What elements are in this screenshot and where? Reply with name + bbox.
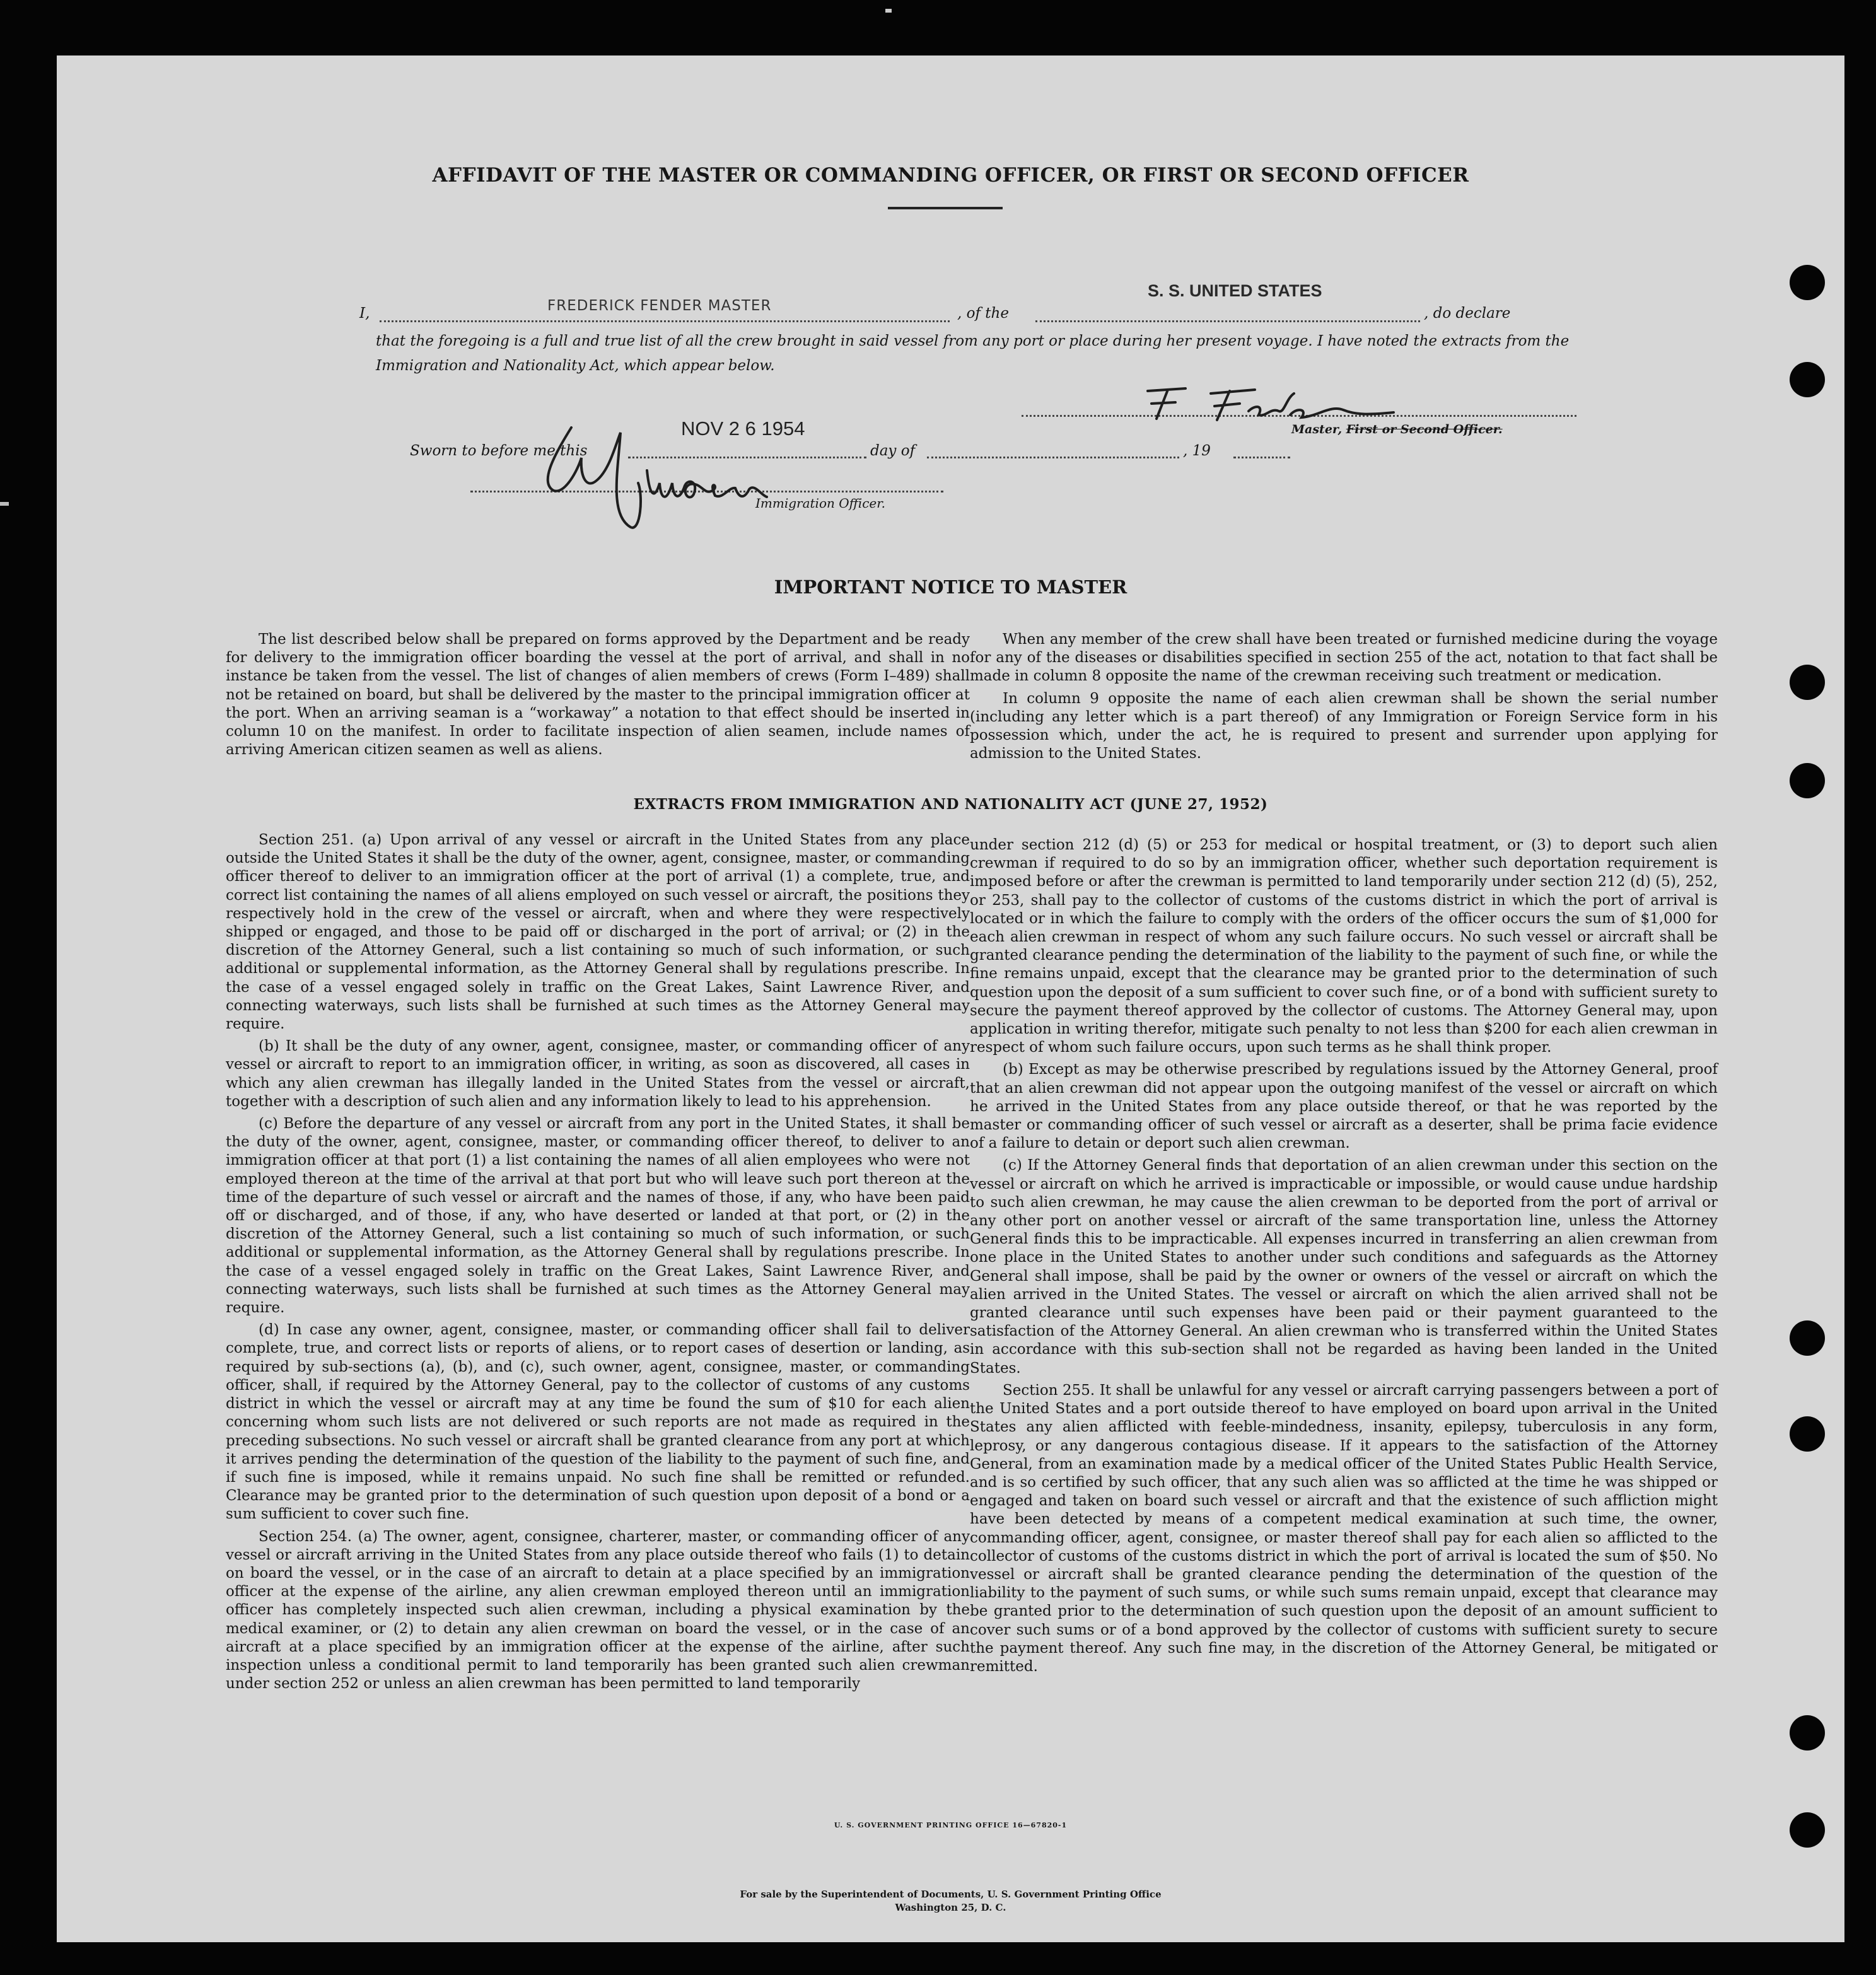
law-paragraph: (c) If the Attorney General finds that deportation of an alien crewman under this section on the vessel or aircraft on which he arrived is impracticable or impossible, or would cause undue hardship to such alien crewman, he may cause the alien crewman to be deported from the port of arrival or any other port on another vessel or aircraft of the same transportation line, unless the Attorney General finds this to be impracticable. All expenses incurred in transferring an alien crewman from one place in the United States to another under such conditions and safeguards as the Attorney General shall impose, shall be paid by the owner or owners of the vessel or aircraft on which the alien arrived in the United States. The vessel or aircraft on which the alien arrived shall not be granted clearance until such expenses have been paid or their payment guaranteed to the satisfaction of the Attorney General. An alien crewman who is transferred within the United States in accordance with this sub-section shall not be regarded as having been landed in the United States. — [970, 1157, 1718, 1377]
master-label-text: Master, — [1291, 422, 1346, 436]
law-paragraph: (c) Before the departure of any vessel or aircraft from any port in the United States, it shall be the duty of the owner, agent, consignee, master, or commanding officer thereof, to deliver to an immigration officer at that port (1) a list containing the names of all alien employees who were not employed thereon at the time of the arrival at that port but who will leave such port thereon at the time of the departure of such vessel or aircraft and the names of those, if any, who have been paid off or discharged, and of those, if any, who have deserted or landed at that port, or (2) in the discretion of the Attorney General, such a list containing so much of such information, or such additional or supplemental information, as the Attorney General shall by regulations prescribe. In the case of a vessel engaged solely in traffic on the Great Lakes, Saint Lawrence River, and connecting waterways, such lists shall be furnished at such times as the Attorney General may require. — [226, 1116, 970, 1317]
declaration-text: that the foregoing is a full and true list of all the crew brought in said vessel from any port or place during her present voyage. I have noted the extracts from the Immigration and Nationality Act, which appear below. — [376, 333, 1570, 374]
law-paragraph: under section 212 (d) (5) or 253 for medical or hospital treatment, or (3) to deport such alien crewman if required to do so by an immigration officer, whether such deportation requirement is imposed before or after the crewman is permitted to land temporarily under section 212 (d) (5), 252, or 253, shall pay to the collector of customs of the customs district in which the port of arrival is located or in which the failure to comply with the orders of the officer occurs the sum of $1,000 for each alien crewman in respect of whom any such failure occurs. No such vessel or aircraft shall be granted clearance pending the determination of the liability to the payment of such fine, or while the fine remains unpaid, except that the clearance may be granted prior to the determination of such question upon the deposit of a sum sufficient to cover such fine, or of a bond with sufficient surety to secure the payment thereof approved by the collector of customs. The Attorney General may, upon application in writing therefor, mitigate such penalty to not less than $200 for each alien crewman in respect of whom such failure occurs, upon such terms as he shall think proper. — [970, 837, 1718, 1056]
for-sale-line: Washington 25, D. C. — [895, 1902, 1006, 1913]
law-paragraph: Section 251. (a) Upon arrival of any vessel or aircraft in the United States from any place outside the United States it shall be the duty of the owner, agent, consignee, master, or commanding officer thereof to deliver to an immigration officer at the port of arrival (1) a complete, true, and correct list containing the names of all aliens employed on such vessel or aircraft, the positions they respectively hold in the crew of the vessel or aircraft, when and where they were respectively shipped or engaged, and those to be paid off or discharged in the port of arrival; or (2) in the discretion of the Attorney General, such a list containing so much of such information, or such additional or supplemental information, as the Attorney General shall by regulations prescribe. In the case of a vessel engaged solely in traffic on the Great Lakes, Saint Lawrence River, and connecting waterways, such lists shall be furnished at such times as the Attorney General may require. — [226, 832, 970, 1033]
extracts-title: EXTRACTS FROM IMMIGRATION AND NATIONALITY ACT (JUNE 27, 1952) — [633, 796, 1268, 813]
struck-officer-label: First or Second Officer. — [1346, 422, 1503, 436]
month-line — [927, 457, 1179, 458]
punch-hole — [1790, 1715, 1825, 1751]
officer-signature — [515, 420, 792, 546]
declaration-i: I, — [359, 305, 370, 322]
punch-hole — [1790, 265, 1825, 300]
year-line — [1233, 457, 1290, 458]
extracts-right-column — [970, 836, 1718, 1676]
declaration-of-the: , of the — [957, 305, 1009, 322]
law-paragraph: (b) Except as may be otherwise prescribed by regulations issued by the Attorney General, proof that an alien crewman did not appear upon the outgoing manifest of the vessel or aircraft on which he arrived in the United States from any place outside thereof, or that he was reported by the master or commanding officer of such vessel or aircraft as a deserter, shall be prima facie evidence of a failure to detain or deport such alien crewman. — [970, 1061, 1718, 1152]
extracts-left-column — [226, 831, 970, 1693]
immigration-officer-label: Immigration Officer. — [755, 496, 885, 511]
punch-hole — [1790, 665, 1825, 700]
law-paragraph: (b) It shall be the duty of any owner, agent, consignee, master, or commanding officer of any vessel or aircraft to report to an immigration officer, in writing, as soon as discovered, all cases in which any alien crewman has illegally landed in the United States from the vessel or aircraft, together with a description of such alien and any information likely to lead to his apprehension. — [226, 1038, 970, 1110]
printing-office-mark: U. S. GOVERNMENT PRINTING OFFICE 16—67820-1 — [834, 1821, 1068, 1829]
year-label: , 19 — [1183, 443, 1211, 459]
master-label — [1291, 422, 1503, 436]
scan-mark — [885, 9, 892, 13]
notice-title: IMPORTANT NOTICE TO MASTER — [774, 576, 1127, 598]
for-sale-line: For sale by the Superintendent of Documents, U. S. Government Printing Office — [740, 1889, 1162, 1900]
punch-hole — [1790, 1812, 1825, 1848]
declaration-do-declare: , do declare — [1424, 305, 1511, 322]
name-line — [380, 320, 950, 322]
law-paragraph: Section 254. (a) The owner, agent, consignee, charterer, master, or commanding officer of any vessel or aircraft arriving in the United States from any place outside thereof who fails (1) to detain on board the vessel, or in the case of an aircraft to detain at a place specified by an immigration officer at the expense of the airline, any alien crewman employed thereon until an immigration officer has completely inspected such alien crewman, including a physical examination by the medical examiner, or (2) to detain any alien crewman on board the vessel, or in the case of an aircraft at a place specified by an immigration officer at the expense of the airline, after such inspection unless a conditional permit to land temporarily has been granted such alien crewman under section 252 or unless an alien crewman has been permitted to land temporarily — [226, 1528, 970, 1692]
notice-left-column — [226, 631, 970, 759]
punch-hole — [1790, 362, 1825, 397]
master-signature — [1129, 380, 1419, 424]
notice-right-column — [970, 631, 1718, 763]
date-stamp: NOV 2 6 1954 — [681, 417, 805, 440]
law-paragraph: (d) In case any owner, agent, consignee, master, or commanding officer shall fail to deliver complete, true, and correct lists or reports of aliens, or to report cases of desertion or landing, as required by sub-sections (a), (b), and (c), such owner, agent, consignee, master, or commanding officer, shall, if required by the Attorney General, pay to the collector of customs of any customs district in which the vessel or aircraft may at any time be found the sum of $10 for each alien concerning whom such lists are not delivered or such reports are not made as required in the preceding subsections. No such vessel or aircraft shall be granted clearance from any port at which it arrives pending the determination of the question of the liability to the payment of such fine, and if such fine is imposed, while it remains unpaid. No such fine shall be remitted or refunded. Clearance may be granted prior to the determination of such question upon deposit of a bond or a sum sufficient to cover such fine. — [226, 1322, 970, 1523]
punch-hole — [1790, 763, 1825, 798]
notice-paragraph: In column 9 opposite the name of each alien crewman shall be shown the serial number (including any letter which is a part thereof) of any Immigration or Foreign Service form in his possession which, under the act, he is required to present and surrender upon applying for admission to the United States. — [970, 690, 1718, 762]
notice-paragraph: The list described below shall be prepared on forms approved by the Department and be ready for delivery to the immigration officer boarding the vessel at the port of arrival, and shall in no instance be taken from the vessel. The list of changes of alien members of crews (Form I–489) shall not be retained on board, but shall be delivered by the master to the principal immigration officer at the port. When an arriving seaman is a “workaway” a notation to that effect should be inserted in column 10 on the manifest. In order to facilitate inspection of alien seamen, include names of arriving American citizen seamen as well as aliens. — [226, 631, 970, 759]
day-of-label: day of — [870, 443, 916, 459]
affidavit-title: AFFIDAVIT OF THE MASTER OR COMMANDING OFFICER, OR FIRST OR SECOND OFFICER — [432, 164, 1469, 187]
for-sale-notice — [57, 1888, 1844, 1914]
master-name: FREDERICK FENDER MASTER — [547, 298, 772, 314]
law-paragraph: Section 255. It shall be unlawful for any vessel or aircraft carrying passengers between a port of the United States and a port outside thereof to have employed on board upon arrival in the United States any alien afflicted with feeble-mindedness, insanity, epilepsy, tuberculosis in any form, leprosy, or any dangerous contagious disease. If it appears to the satisfaction of the Attorney General, from an examination made by a medical officer of the United States Public Health Service, and is so certified by such officer, that any such alien was so afflicted at the time he was shipped or engaged and taken on board such vessel or aircraft and that the existence of such affliction might have been detected by means of a competent medical examination at such time, the owner, commanding officer, agent, consignee, or master thereof shall pay for each alien so afflicted to the collector of customs of the customs district in which the port of arrival is located the sum of $50. No vessel or aircraft shall be granted clearance pending the determination of the question of the liability to the payment of such sums, or while such sums remain unpaid, except that clearance may be granted prior to the determination of such question upon the deposit of an amount sufficient to cover such sums or of a bond approved by the collector of customs with sufficient surety to secure the payment thereof. Any such fine may, in the discretion of the Attorney General, be mitigated or remitted. — [970, 1382, 1718, 1675]
title-underline — [888, 207, 1003, 209]
sworn-label: Sworn to before me this — [410, 443, 588, 459]
document-page — [57, 55, 1844, 1942]
vessel-name: S. S. UNITED STATES — [1148, 281, 1322, 300]
vessel-line — [1035, 320, 1420, 322]
scan-mark — [0, 502, 9, 506]
notice-paragraph: When any member of the crew shall have been treated or furnished medicine during the voyage for any of the diseases or disabilities specified in section 255 of the act, notation to that fact shall be made in column 8 opposite the name of the crewman receiving such treatment or medication. — [970, 631, 1718, 685]
punch-hole — [1790, 1320, 1825, 1356]
punch-hole — [1790, 1416, 1825, 1452]
